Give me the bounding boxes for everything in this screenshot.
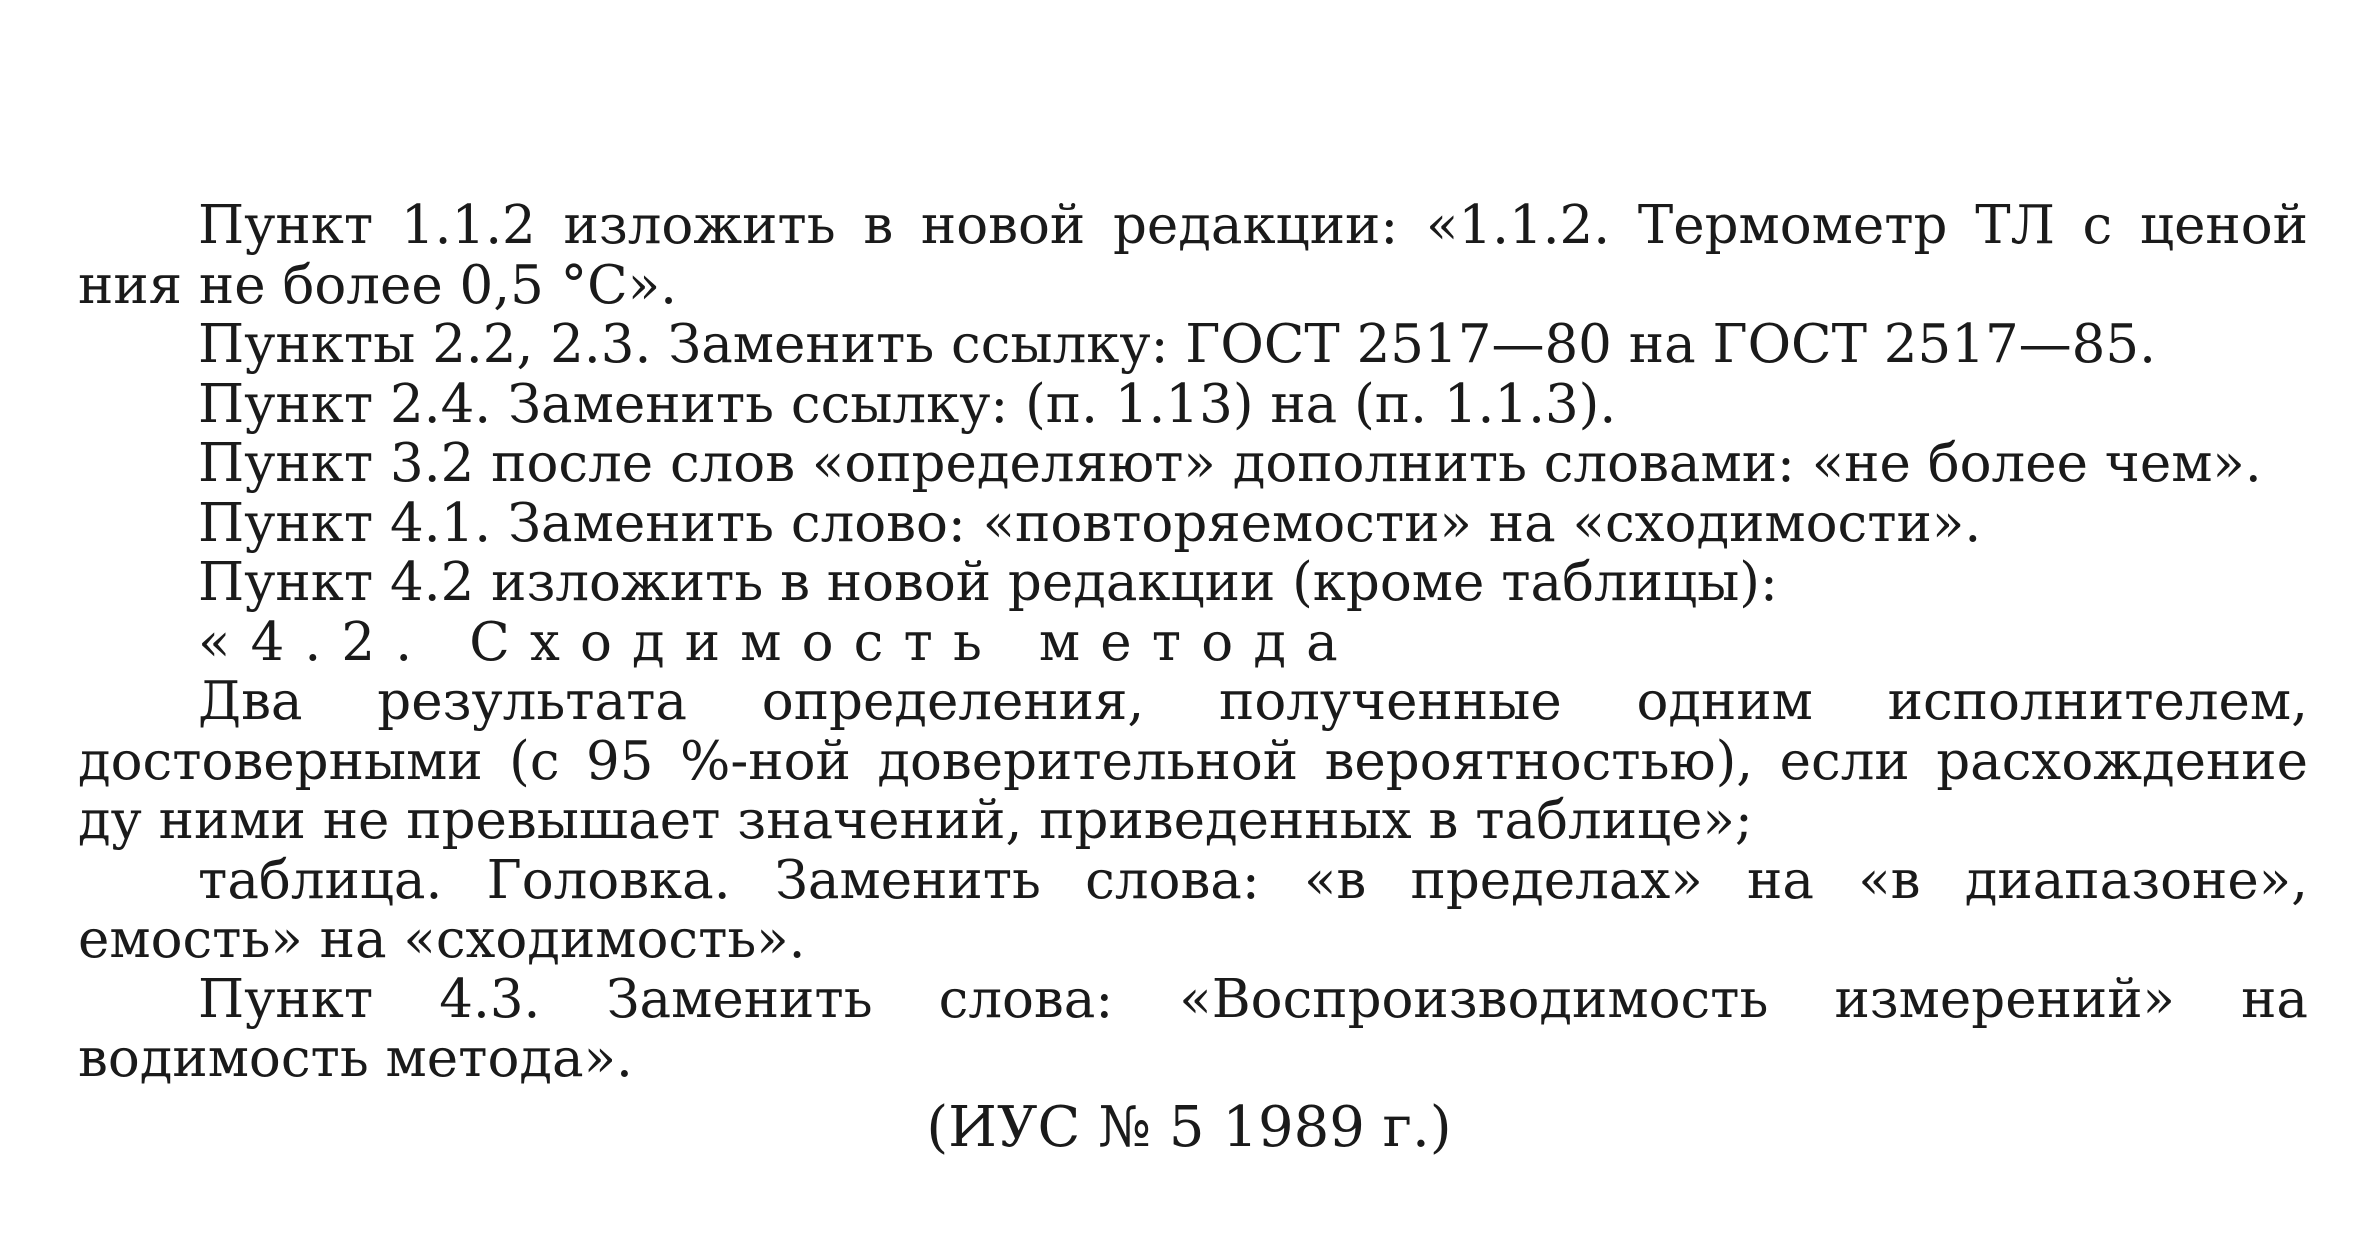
text-line: ду ними не превышает значений, приведенных в таблице»; xyxy=(78,790,1753,851)
source-reference: (ИУС № 5 1989 г.) xyxy=(926,1095,1452,1160)
text-line: достоверными (с 95 %-ной доверительной вероятностью), если расхождение xyxy=(78,731,2308,791)
text-line: Пункт 1.1.2 изложить в новой редакции: «1.1.2. Термометр ТЛ с ценой xyxy=(198,196,2308,256)
text-line: Пункты 2.2, 2.3. Заменить ссылку: ГОСТ 2517—80 на ГОСТ 2517—85. xyxy=(198,314,2156,375)
text-line: Пункт 2.4. Заменить ссылку: (п. 1.13) на (п. 1.1.3). xyxy=(198,373,1617,435)
text-line: таблица. Головка. Заменить слова: «в пределах» на «в диапазоне», xyxy=(198,850,2308,910)
section-heading: «4.2. Сходимость метода xyxy=(198,611,1358,673)
text-line: Пункт 3.2 после слов «определяют» дополнить словами: «не более чем». xyxy=(198,433,2262,494)
text-line: Пункт 4.1. Заменить слово: «повторяемости» на «сходимости». xyxy=(198,492,1982,554)
text-line: емость» на «сходимость». xyxy=(78,909,806,970)
text-line: Два результата определения, полученные одним исполнителем, xyxy=(198,672,2308,732)
amendment-text xyxy=(78,196,2308,1089)
text-line: Пункт 4.3. Заменить слова: «Воспроизводимость измерений» на xyxy=(198,969,2308,1029)
text-line: Пункт 4.2 изложить в новой редакции (кроме таблицы): xyxy=(198,552,1778,613)
text-line: водимость метода». xyxy=(78,1028,633,1089)
text-line: ния не более 0,5 °С». xyxy=(78,254,677,316)
